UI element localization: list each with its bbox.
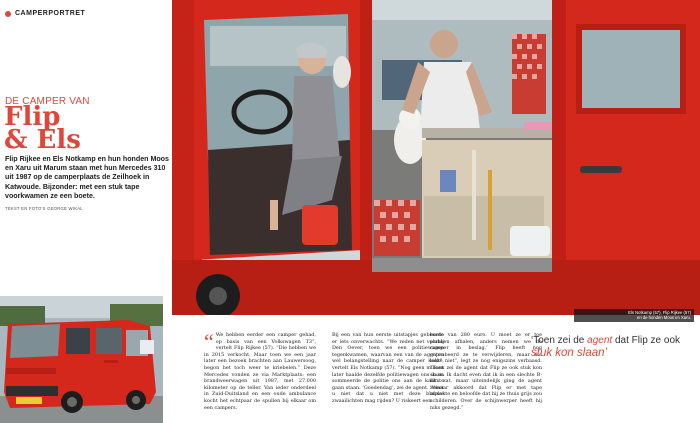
body-column-3: boete van 280 euro. U moet ze er toe plakken afhalen, anders nemen we de camper in beslag.’ Flip heeft nog geprobeerd ze te verwijderen, maar dat lukte niet”, legt ze nog enigszins verbaasd. “Toen zei de agent dat Flip ze ook stuk kon slaan. Ik dacht even dat ik in een slechte B-film zat, maar uiteindelijk ging de agent zomaar akkoord dat Flip er met tape afplakte en beloofde dat hij ze thuis grijs zou schilderen. Over de schijnwerper heeft hij niks gezegd.” [430, 332, 542, 411]
drop-quote-mark: “ [204, 329, 214, 354]
body-column-1-text: We hebben eerder een camper gehad, op basis van een Volkswagen T3”, vertelt Flip Rijkee (57). “Die hebben we in 2015 verkocht. Maar toen we een jaar later een bezoek brachten aan Lauwersoog, begon het toch weer te kriebelen.” Deze Mercedes vonden ze via Marktplaats: een brandweerwagen uit 1987, met 27.000 kilometer op de teller. Van ieder onderdeel in Zuid-Duitsland en een oude ambulance kocht het echtpaar de spullen bij elkaar om een campers. [204, 332, 316, 411]
title-line-2: & Els [4, 125, 81, 155]
article-kicker: DE CAMPER VAN [5, 96, 90, 107]
article-intro: Flip Rijkee en Els Notkamp en hun honden Moos en Xaru uit Marum staan met hun Mercedes 310 uit 1987 op de camperplaats de Zeilhoek in Katwoude. Bijzonder: met een stuk tape voorkwamen ze een boete. [5, 155, 169, 200]
section-label: CAMPERPORTRET [15, 10, 86, 17]
article-credit: TEKST EN FOTO'S GEORGE WIKAL [5, 206, 83, 211]
pull-quote-agent: agent [587, 335, 613, 346]
pull-quote-part-3: dat Flip ze ook [612, 335, 680, 346]
body-column-1 [204, 329, 316, 411]
main-van-photo [172, 0, 700, 315]
title-line-1: Flip [4, 102, 61, 132]
body-column-2: Bij een van hun eerste uitstapjes gebeurde er iets onverwachts. “We reden net voorbij Den Oever, toen we een politiewagen tegenkwamen, waarvan een van de agenten wel belangstelling naar de camper keek”, vertelt Els Notkamp (57). “Nog geen minuut later haalde dezelfde politiewagen ons in en sommeerde de politie ons aan de kant te gaan staan. ‘Goedendag’, zei de agent. ‘Weet u niet dat u niet met deze blauwe zwaailichten mag rijden? U riskeert een [332, 332, 444, 404]
small-van-photo [0, 296, 163, 423]
photo-caption-line-2: en de honden Moos en Xaru. [636, 315, 691, 321]
pull-quote [531, 334, 691, 360]
photo-caption [574, 309, 694, 322]
article-title [4, 102, 81, 155]
section-tag [5, 10, 85, 17]
small-van-illustration [0, 296, 163, 423]
photo-caption-line-1: Els Notkamp (57), Flip Rijkee (57) [628, 310, 691, 315]
section-dot [5, 11, 11, 17]
pull-quote-emphasis: stuk kon slaan’ [531, 347, 608, 359]
pull-quote-part-1: ‘Toen zei de [531, 335, 588, 346]
van-interior-illustration [172, 0, 700, 315]
